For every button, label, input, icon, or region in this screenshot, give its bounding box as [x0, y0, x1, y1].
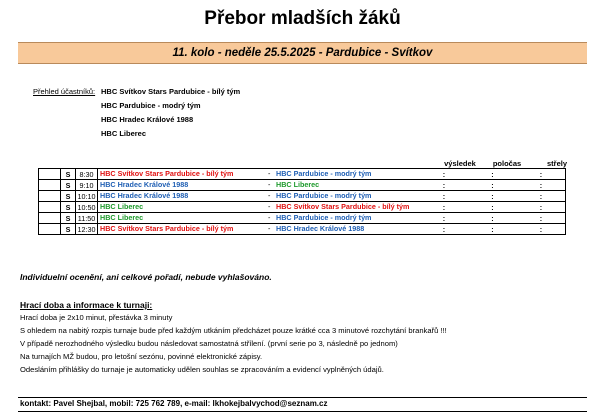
match-day: S — [61, 169, 76, 180]
match-teams — [98, 180, 421, 191]
match-time: 11:50 — [76, 213, 98, 224]
match-schedule-body — [39, 169, 566, 235]
info-heading: Hrací doba a informace k turnaji: — [20, 300, 153, 310]
match-row — [39, 180, 566, 191]
home-team: HBC Svítkov Stars Pardubice - bílý tým — [100, 169, 234, 178]
home-team: HBC Svítkov Stars Pardubice - bílý tým — [100, 224, 234, 233]
match-time: 8:30 — [76, 169, 98, 180]
match-score: : — [420, 202, 468, 213]
match-shots: : — [517, 213, 566, 224]
away-team: HBC Liberec — [276, 180, 320, 189]
round-banner — [18, 42, 587, 64]
match-separator: - — [268, 180, 271, 189]
match-separator: - — [268, 169, 271, 178]
away-team: HBC Pardubice - modrý tým — [276, 213, 372, 222]
match-empty-cell — [39, 213, 61, 224]
match-period-score: : — [468, 224, 517, 235]
column-header-score: výsledek — [444, 159, 476, 168]
home-team: HBC Liberec — [100, 213, 144, 222]
match-shots: : — [517, 191, 566, 202]
match-score: : — [420, 169, 468, 180]
match-empty-cell — [39, 169, 61, 180]
contact-line: kontakt: Pavel Shejbal, mobil: 725 762 789, e-mail: lkhokejbalvychod@seznam.cz — [20, 399, 328, 408]
match-day: S — [61, 191, 76, 202]
info-line: Na turnajích MŽ budou, pro letošní sezónu, povinné elektronické zápisy. — [20, 352, 263, 361]
participant-item: HBC Hradec Králové 1988 — [101, 115, 194, 124]
match-time: 9:10 — [76, 180, 98, 191]
match-period-score: : — [468, 213, 517, 224]
match-empty-cell — [39, 191, 61, 202]
match-period-score: : — [468, 169, 517, 180]
match-day: S — [61, 202, 76, 213]
match-score: : — [420, 180, 468, 191]
match-day: S — [61, 180, 76, 191]
match-day: S — [61, 213, 76, 224]
match-teams — [98, 169, 421, 180]
participants-label: Přehled účastníků: — [33, 87, 96, 96]
home-team: HBC Hradec Králové 1988 — [100, 191, 189, 200]
match-day: S — [61, 224, 76, 235]
match-separator: - — [268, 213, 271, 222]
match-separator: - — [268, 224, 271, 233]
match-teams — [98, 191, 421, 202]
match-time: 10:50 — [77, 202, 96, 212]
match-empty-cell — [39, 180, 61, 191]
match-separator: - — [268, 191, 271, 200]
column-header-period: poločas — [492, 159, 522, 168]
match-shots: : — [517, 180, 566, 191]
participant-item: HBC Pardubice - modrý tým — [101, 101, 201, 110]
match-period-score: : — [468, 191, 517, 202]
home-team: HBC Hradec Králové 1988 — [100, 180, 189, 189]
match-teams — [98, 224, 421, 235]
match-shots: : — [517, 224, 566, 235]
away-team: HBC Hradec Králové 1988 — [276, 224, 365, 233]
match-row — [39, 224, 566, 235]
match-shots: : — [517, 202, 566, 213]
match-row — [39, 191, 566, 202]
info-line: Hrací doba je 2x10 minut, přestávka 3 minuty — [20, 313, 173, 322]
away-team: HBC Pardubice - modrý tým — [276, 191, 372, 200]
info-line: Odesláním přihlášky do turnaje je automaticky udělen souhlas se zpracováním a evidencí vyplněných údajů. — [20, 365, 384, 374]
match-empty-cell — [39, 202, 61, 213]
match-time: 10:10 — [77, 191, 96, 201]
match-time: 12:30 — [77, 224, 96, 234]
awards-note: Individuelní ocenění, ani celkové pořadí, nebude vyhlašováno. — [20, 272, 272, 282]
match-shots: : — [517, 169, 566, 180]
match-period-score: : — [468, 180, 517, 191]
match-score: : — [420, 224, 468, 235]
match-empty-cell — [39, 224, 61, 235]
match-row — [39, 202, 566, 213]
round-banner-text: 11. kolo - neděle 25.5.2025 - Pardubice - Svítkov — [172, 47, 433, 59]
info-line: V případě nerozhodného výsledku budou následovat samostatná střílení. (první serie po 3, následně po jednom) — [20, 339, 398, 348]
column-header-shots: střely — [546, 159, 567, 168]
info-line: S ohledem na nabitý rozpis turnaje bude před každým utkáním předcházet pouze krátké cca 3 minutové rozchytání brankařů !!! — [20, 326, 447, 335]
page-title: Přebor mladších žáků — [204, 8, 401, 29]
home-team: HBC Liberec — [100, 202, 144, 211]
participant-item: HBC Liberec — [101, 129, 147, 138]
match-row — [39, 169, 566, 180]
participant-item: HBC Svítkov Stars Pardubice - bílý tým — [101, 87, 241, 96]
match-teams — [98, 202, 421, 213]
match-teams — [98, 213, 421, 224]
match-schedule-table — [38, 168, 566, 235]
away-team: HBC Svítkov Stars Pardubice - bílý tým — [276, 202, 410, 211]
match-period-score: : — [468, 202, 517, 213]
match-row — [39, 213, 566, 224]
away-team: HBC Pardubice - modrý tým — [276, 169, 372, 178]
match-separator: - — [268, 202, 271, 211]
match-score: : — [420, 191, 468, 202]
match-score: : — [420, 213, 468, 224]
